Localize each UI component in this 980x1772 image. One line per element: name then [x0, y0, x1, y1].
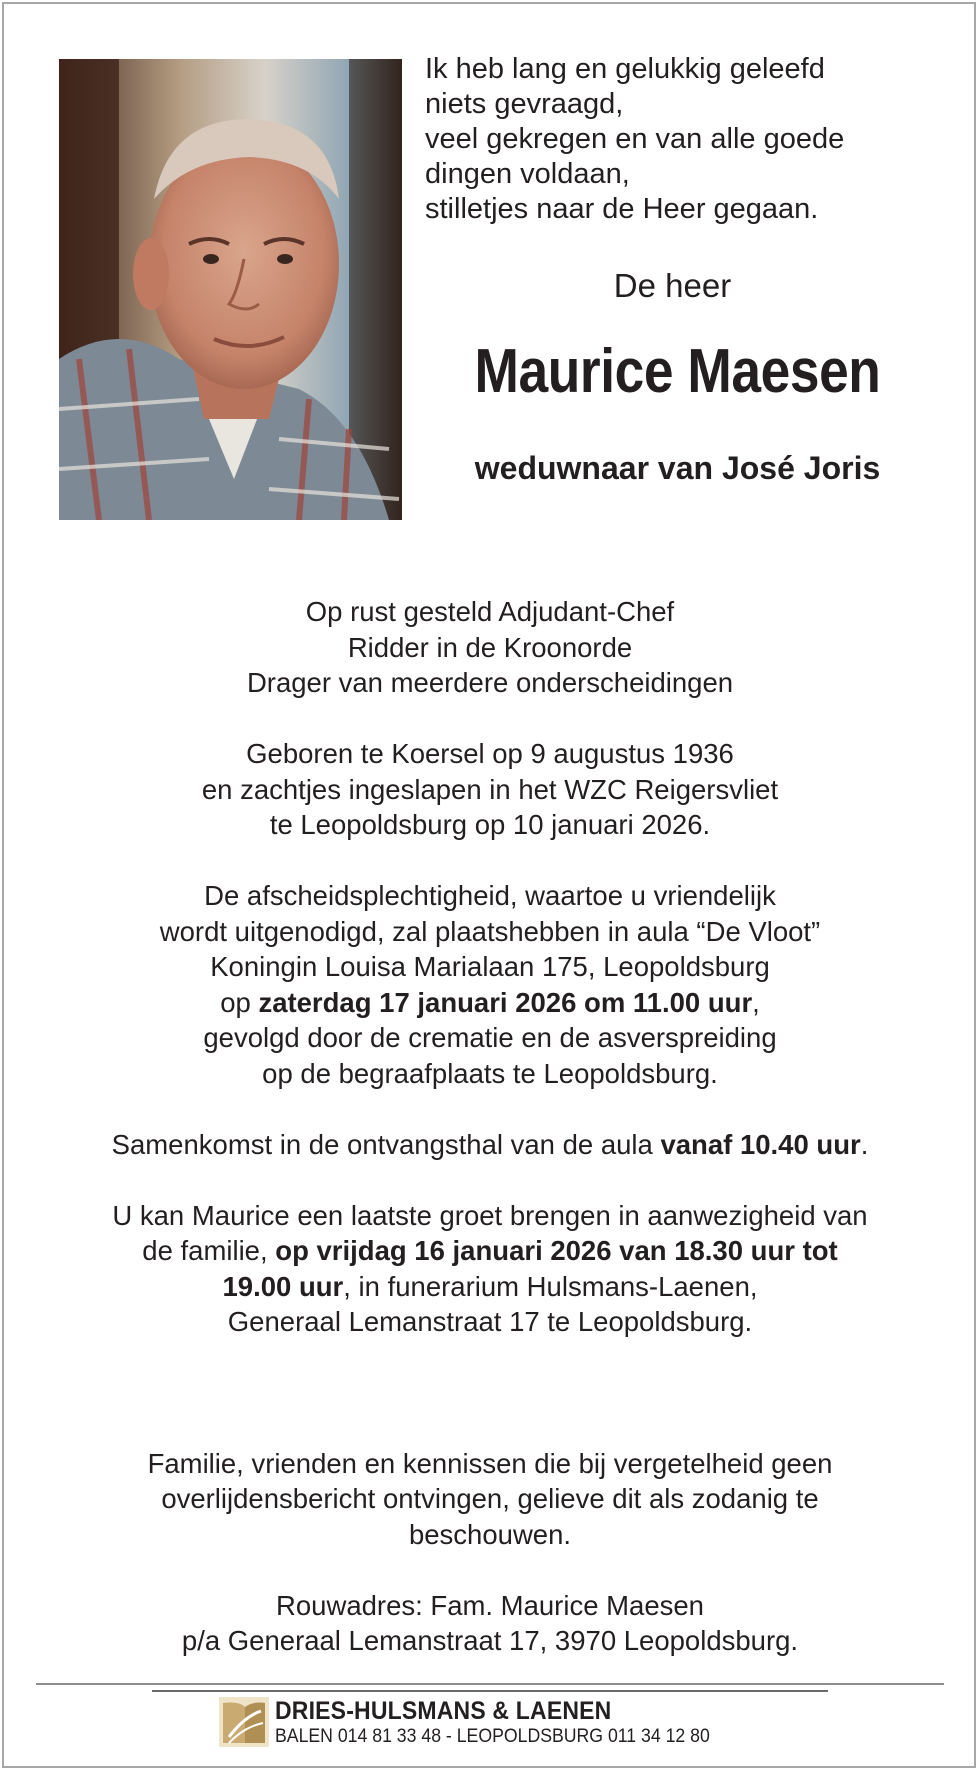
- funeral-home-name: DRIES-HULSMANS & LAENEN: [275, 1697, 612, 1725]
- text-line: overlijdensbericht ontvingen, gelieve dit als zodanig te: [161, 1483, 819, 1514]
- announcement-body: [40, 594, 940, 1694]
- portrait-image: [59, 59, 402, 520]
- text-fragment: .: [860, 1128, 869, 1160]
- text-line: U kan Maurice een laatste groet brengen in aanwezigheid van: [112, 1199, 868, 1231]
- text-line: wordt uitgenodigd, zal plaatshebben in aula “De Vloot”: [159, 915, 821, 947]
- text-line: en zachtjes ingeslapen in het WZC Reigersvliet: [201, 773, 779, 805]
- ceremony-date: zaterdag 17 januari 2026 om 11.00 uur: [258, 986, 753, 1018]
- footer-divider: [36, 1683, 944, 1685]
- portrait-photo: [59, 59, 402, 520]
- titles-paragraph: [40, 594, 940, 701]
- funeral-home-logo-icon: [219, 1697, 269, 1747]
- address-paragraph: [40, 1588, 940, 1659]
- text-line: gevolgd door de crematie en de asverspreiding: [203, 1022, 777, 1053]
- text-line: Rouwadres: Fam. Maurice Maesen: [276, 1589, 704, 1621]
- deceased-name: Maurice Maesen: [474, 337, 881, 406]
- text-line: op de begraafplaats te Leopoldsburg.: [262, 1057, 718, 1089]
- gathering-time: vanaf 10.40 uur: [660, 1128, 861, 1160]
- text-line: Op rust gesteld Adjudant-Chef: [305, 596, 675, 627]
- poem-line: niets gevraagd,: [425, 88, 624, 120]
- text-line: p/a Generaal Lemanstraat 17, 3970 Leopoldsburg.: [181, 1625, 799, 1656]
- text-fragment: de familie,: [142, 1235, 276, 1266]
- funeral-home-footer: [219, 1697, 779, 1752]
- visit-date: op vrijdag 16 januari 2026 van 18.30 uur tot: [275, 1235, 838, 1266]
- gathering-paragraph: [40, 1127, 940, 1163]
- text-line: Koningin Louisa Marialaan 175, Leopoldsburg: [210, 951, 770, 982]
- poem-line: veel gekregen en van alle goede: [425, 123, 845, 155]
- poem-line: stilletjes naar de Heer gegaan.: [425, 193, 819, 225]
- text-fragment: op: [220, 986, 259, 1018]
- ceremony-paragraph: [40, 878, 940, 1091]
- text-fragment: Samenkomst in de ontvangsthal van de aula: [111, 1128, 661, 1160]
- funeral-home-phones: BALEN 014 81 33 48 - LEOPOLDSBURG 011 34 12 80: [275, 1726, 710, 1747]
- poem-line: dingen voldaan,: [425, 158, 630, 190]
- text-fragment: , in funerarium Hulsmans-Laenen,: [343, 1270, 758, 1302]
- visit-time: 19.00 uur: [222, 1270, 344, 1302]
- text-line: te Leopoldsburg op 10 januari 2026.: [269, 809, 711, 840]
- salutation: De heer: [613, 267, 732, 304]
- text-line: Geboren te Koersel op 9 augustus 1936: [246, 738, 734, 769]
- poem: [425, 52, 945, 227]
- text-line: Drager van meerdere onderscheidingen: [246, 667, 734, 698]
- footer-divider-inner: [152, 1690, 828, 1692]
- text-line: De afscheidsplechtigheid, waartoe u vriendelijk: [204, 880, 776, 911]
- widower-line: weduwnaar van José Joris: [474, 450, 881, 486]
- notice-paragraph: [40, 1446, 940, 1553]
- text-line: Ridder in de Kroonorde: [347, 631, 633, 663]
- text-line: Generaal Lemanstraat 17 te Leopoldsburg.: [227, 1306, 753, 1337]
- text-fragment: ,: [752, 986, 760, 1018]
- text-line: beschouwen.: [408, 1518, 572, 1550]
- text-line: Familie, vrienden en kennissen die bij vergetelheid geen: [147, 1447, 833, 1479]
- visit-paragraph: [40, 1198, 940, 1340]
- poem-line: Ik heb lang en gelukkig geleefd: [425, 53, 825, 85]
- birth-death-paragraph: [40, 736, 940, 843]
